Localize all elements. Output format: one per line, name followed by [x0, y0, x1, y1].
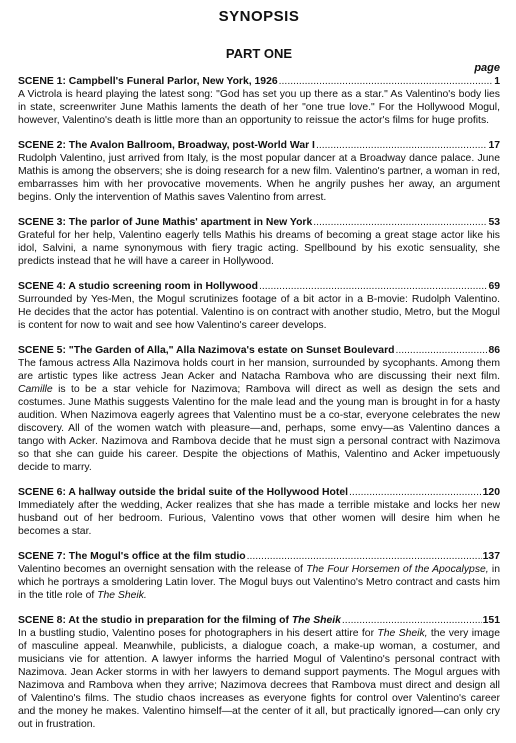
- scene-heading: SCENE 2: The Avalon Ballroom, Broadway, post-World War I: [18, 140, 315, 151]
- dot-leader: [349, 486, 482, 499]
- scene-heading: SCENE 5: "The Garden of Alla," Alla Nazimova's estate on Sunset Boulevard: [18, 345, 395, 356]
- scene-page-number: 1: [494, 76, 500, 87]
- scene-entry: [18, 139, 500, 204]
- scene-entry: [18, 280, 500, 332]
- scene-heading: SCENE 6: A hallway outside the bridal suite of the Hollywood Hotel: [18, 487, 349, 498]
- page-column-header: page: [474, 62, 500, 74]
- scene-page-number: 69: [488, 281, 500, 292]
- scene-page-number: 137: [482, 551, 500, 562]
- scene-entry: [18, 344, 500, 474]
- scene-page-number: 53: [488, 217, 500, 228]
- scene-page-number: 151: [482, 615, 500, 626]
- dot-leader: [395, 344, 487, 357]
- scene-heading-row: [18, 75, 500, 88]
- scene-heading-row: [18, 550, 500, 563]
- dot-leader: [313, 216, 487, 229]
- scene-description: In a bustling studio, Valentino poses for photographers in his desert attire for The Sheik, the very image of masculine appeal. Meanwhile, publicists, a dialogue coach, a make-up woman, a costumer, and musicians vie for attention. A lawyer informs the harried Mogul of Valentino's personal contract with Nazimova. Jean Acker storms in with her lawyers to demand support payments. The Mogul argues with Nazimova and Rambova when they arrive; Nazimova decrees that Rambova must direct and design all of Valentino's films. The studio chaos increases as everyone fights for control over Valentino's career and the money he makes. Valentino himself—at the center of it all, but practically ignored—can only cry out in frustration.: [18, 628, 500, 730]
- scene-page-number: 120: [482, 487, 500, 498]
- scene-heading-row: [18, 139, 500, 152]
- scene-description: Valentino becomes an overnight sensation with the release of The Four Horsemen of the Apocalypse, in which he portrays a smoldering Latin lover. The Mogul buys out Valentino's Metro contract and casts him in the title role of The Sheik.: [18, 564, 500, 601]
- part-heading: PART ONE: [225, 46, 293, 61]
- scene-description: Grateful for her help, Valentino eagerly tells Mathis his dreams of becoming a great stage actor like his idol, Salvini, a name synonymous with fiery tragic acting. Spellbound by his exotic sensuality, she predicts instead that he will have a career in Hollywood.: [18, 230, 500, 267]
- scene-description: A Victrola is heard playing the latest song: "God has set you up there as a star." As Valentino's body lies in state, screenwriter June Mathis laments the death of her "one true love." For the Hollywood Mogul, however, Valentino's death is little more than an opportunity to reissue the actor's films for huge profits.: [18, 89, 500, 126]
- scene-heading: SCENE 7: The Mogul's office at the film studio: [18, 551, 246, 562]
- scene-page-number: 86: [488, 345, 500, 356]
- scene-heading-row: [18, 486, 500, 499]
- page-title: SYNOPSIS: [218, 8, 300, 25]
- synopsis-page: [18, 6, 500, 743]
- scene-heading-row: [18, 280, 500, 293]
- scene-page-number: 17: [488, 140, 500, 151]
- scene-description: Rudolph Valentino, just arrived from Italy, is the most popular dancer at a Broadway dance palace. June Mathis is among the observers; she is doing research for a new film. Valentino's partner, a woman in red, embarrasses him with her provocative movements. When he angrily pushes her away, an argument begins. Only the intervention of Mathis saves Valentino from arrest.: [18, 153, 500, 203]
- scene-heading-row: [18, 344, 500, 357]
- scene-description: Immediately after the wedding, Acker realizes that she has made a terrible mistake and locks her new husband out of her bedroom. Furious, Valentino vows that other women will desire him when he becomes a star.: [18, 500, 500, 537]
- scene-heading: SCENE 4: A studio screening room in Hollywood: [18, 281, 258, 292]
- dot-leader: [342, 614, 482, 627]
- dot-leader: [316, 139, 487, 152]
- scene-entry: [18, 486, 500, 538]
- scene-entry: [18, 614, 500, 731]
- scene-entry: [18, 550, 500, 602]
- scene-heading-row: [18, 614, 500, 627]
- scene-heading-row: [18, 216, 500, 229]
- dot-leader: [259, 280, 487, 293]
- dot-leader: [247, 550, 482, 563]
- scene-description: Surrounded by Yes-Men, the Mogul scrutinizes footage of a bit actor in a B-movie: Rudolph Valentino. He decides that the actor has potential. Valentino is on contract with another studio, Metro, but the Mogul is content for now to wait and see how Valentino's career develops.: [18, 294, 500, 331]
- scene-description: The famous actress Alla Nazimova holds court in her mansion, surrounded by sycophants. Among them are artistic types like actress Jean Acker and Natacha Rambova who are discussing their next film. Camille is to be a star vehicle for Nazimova; Rambova will direct as well as design the sets and costumes. June Mathis suggests Valentino for the male lead and the young man is brought in for a hasty audition. When Nazimova eagerly agrees that Valentino must be a co-star, everyone celebrates the new discovery. All of the women watch with pleasure—and, perhaps, some envy—as Valentino dances a tango with Acker. Nazimova and Rambova decide that he must sign a personal contract with Nazimova so that she can guide his career. Despite the objections of Mathis, Valentino and Acker impetuously decide to marry.: [18, 358, 500, 473]
- scene-heading: SCENE 8: At the studio in preparation for the filming of The Sheik: [18, 615, 341, 626]
- scene-list: [18, 75, 500, 731]
- scene-entry: [18, 216, 500, 268]
- scene-heading: SCENE 1: Campbell's Funeral Parlor, New York, 1926: [18, 76, 278, 87]
- scene-entry: [18, 75, 500, 127]
- scene-heading: SCENE 3: The parlor of June Mathis' apartment in New York: [18, 217, 313, 228]
- dot-leader: [279, 75, 494, 88]
